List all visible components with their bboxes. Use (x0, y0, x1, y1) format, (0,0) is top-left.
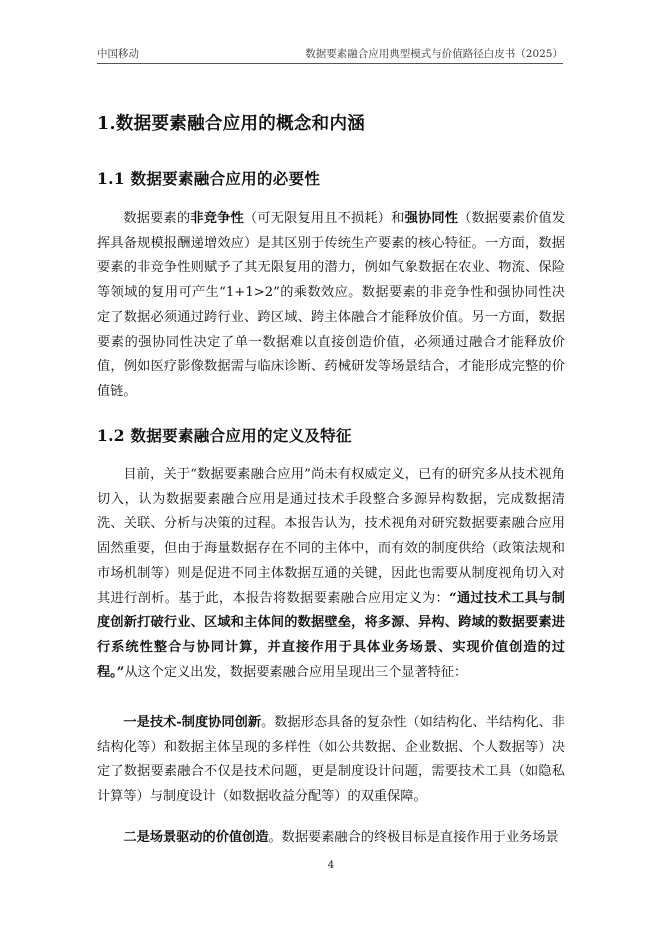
header-divider (97, 63, 563, 64)
section-1-heading: 1.数据要素融合应用的概念和内涵 (97, 114, 366, 134)
section-1-2-paragraph-definition: 目前，关于“数据要素融合应用”尚未有权威定义，已有的研究多从技术视角切入，认为数据要素融合应用是通过技术手段整合多源异构数据，完成数据清洗、关联、分析与决策的过程。本报告认为，技术视角对研究数据要素融合应用固然重要，但由于海量数据存在不同的主体中，而有效的制度供给（政策法规和市场机制等）则是促进不同主体数据互通的关键，因此也需要从制度视角切入对其进行剖析。基于此，本报告将数据要素融合应用定义为：“通过技术工具与制度创新打破行业、区域和主体间的数据壁垒，将多源、异构、跨域的数据要素进行系统性整合与协同计算，并直接作用于具体业务场景、实现价值创造的过程。”从这个定义出发，数据要素融合应用呈现出三个显著特征： (97, 467, 565, 680)
feature-2-title: 二是场景驱动的价值创造 (123, 830, 269, 845)
term-strong-synergy: 强协同性 (404, 211, 459, 226)
running-header (97, 46, 563, 60)
section-1-1-heading: 1.1 数据要素融合应用的必要性 (97, 169, 321, 188)
section-1-2-heading: 1.2 数据要素融合应用的定义及特征 (97, 426, 352, 445)
term-non-rivalry: 非竞争性 (190, 211, 244, 226)
header-document-title: 数据要素融合应用典型模式与价值路径白皮书（2025） (305, 48, 563, 60)
section-1-2-paragraph-feature-1: 一是技术-制度协同创新。数据形态具备的复杂性（如结构化、半结构化、非结构化等）和数据主体呈现的多样性（如公共数据、企业数据、个人数据等）决定了数据要素融合不仅是技术问题，更是制度设计问题，需要技术工具（如隐私计算等）与制度设计（如数据收益分配等）的双重保障。 (97, 715, 565, 805)
section-1-1-paragraph: 数据要素的非竞争性（可无限复用且不损耗）和强协同性（数据要素价值发挥具备规模报酬递增效应）是其区别于传统生产要素的核心特征。一方面，数据要素的非竞争性则赋予了其无限复用的潜力，例如气象数据在农业、物流、保险等领域的复用可产生“1+1>2”的乘数效应。数据要素的非竞争性和强协同性决定了数据必须通过跨行业、跨区域、跨主体融合才能释放价值。另一方面，数据要素的强协同性决定了单一数据难以直接创造价值，必须通过融合才能释放价值，例如医疗影像数据需与临床诊断、药械研发等场景结合，才能形成完整的价值链。 (97, 211, 566, 399)
feature-1-title: 一是技术-制度协同创新 (123, 715, 262, 730)
section-1-2-paragraph-feature-2: 二是场景驱动的价值创造。数据要素融合的终极目标是直接作用于业务场景 (123, 830, 559, 845)
page-number: 4 (327, 859, 335, 871)
header-org-name: 中国移动 (97, 48, 139, 60)
definition-quote: “通过技术工具与制度创新打破行业、区域和主体间的数据壁垒，将多源、异构、跨域的数据要素进行系统性整合与协同计算，并直接作用于具体业务场景、实现价值创造的过程。” (97, 590, 565, 680)
